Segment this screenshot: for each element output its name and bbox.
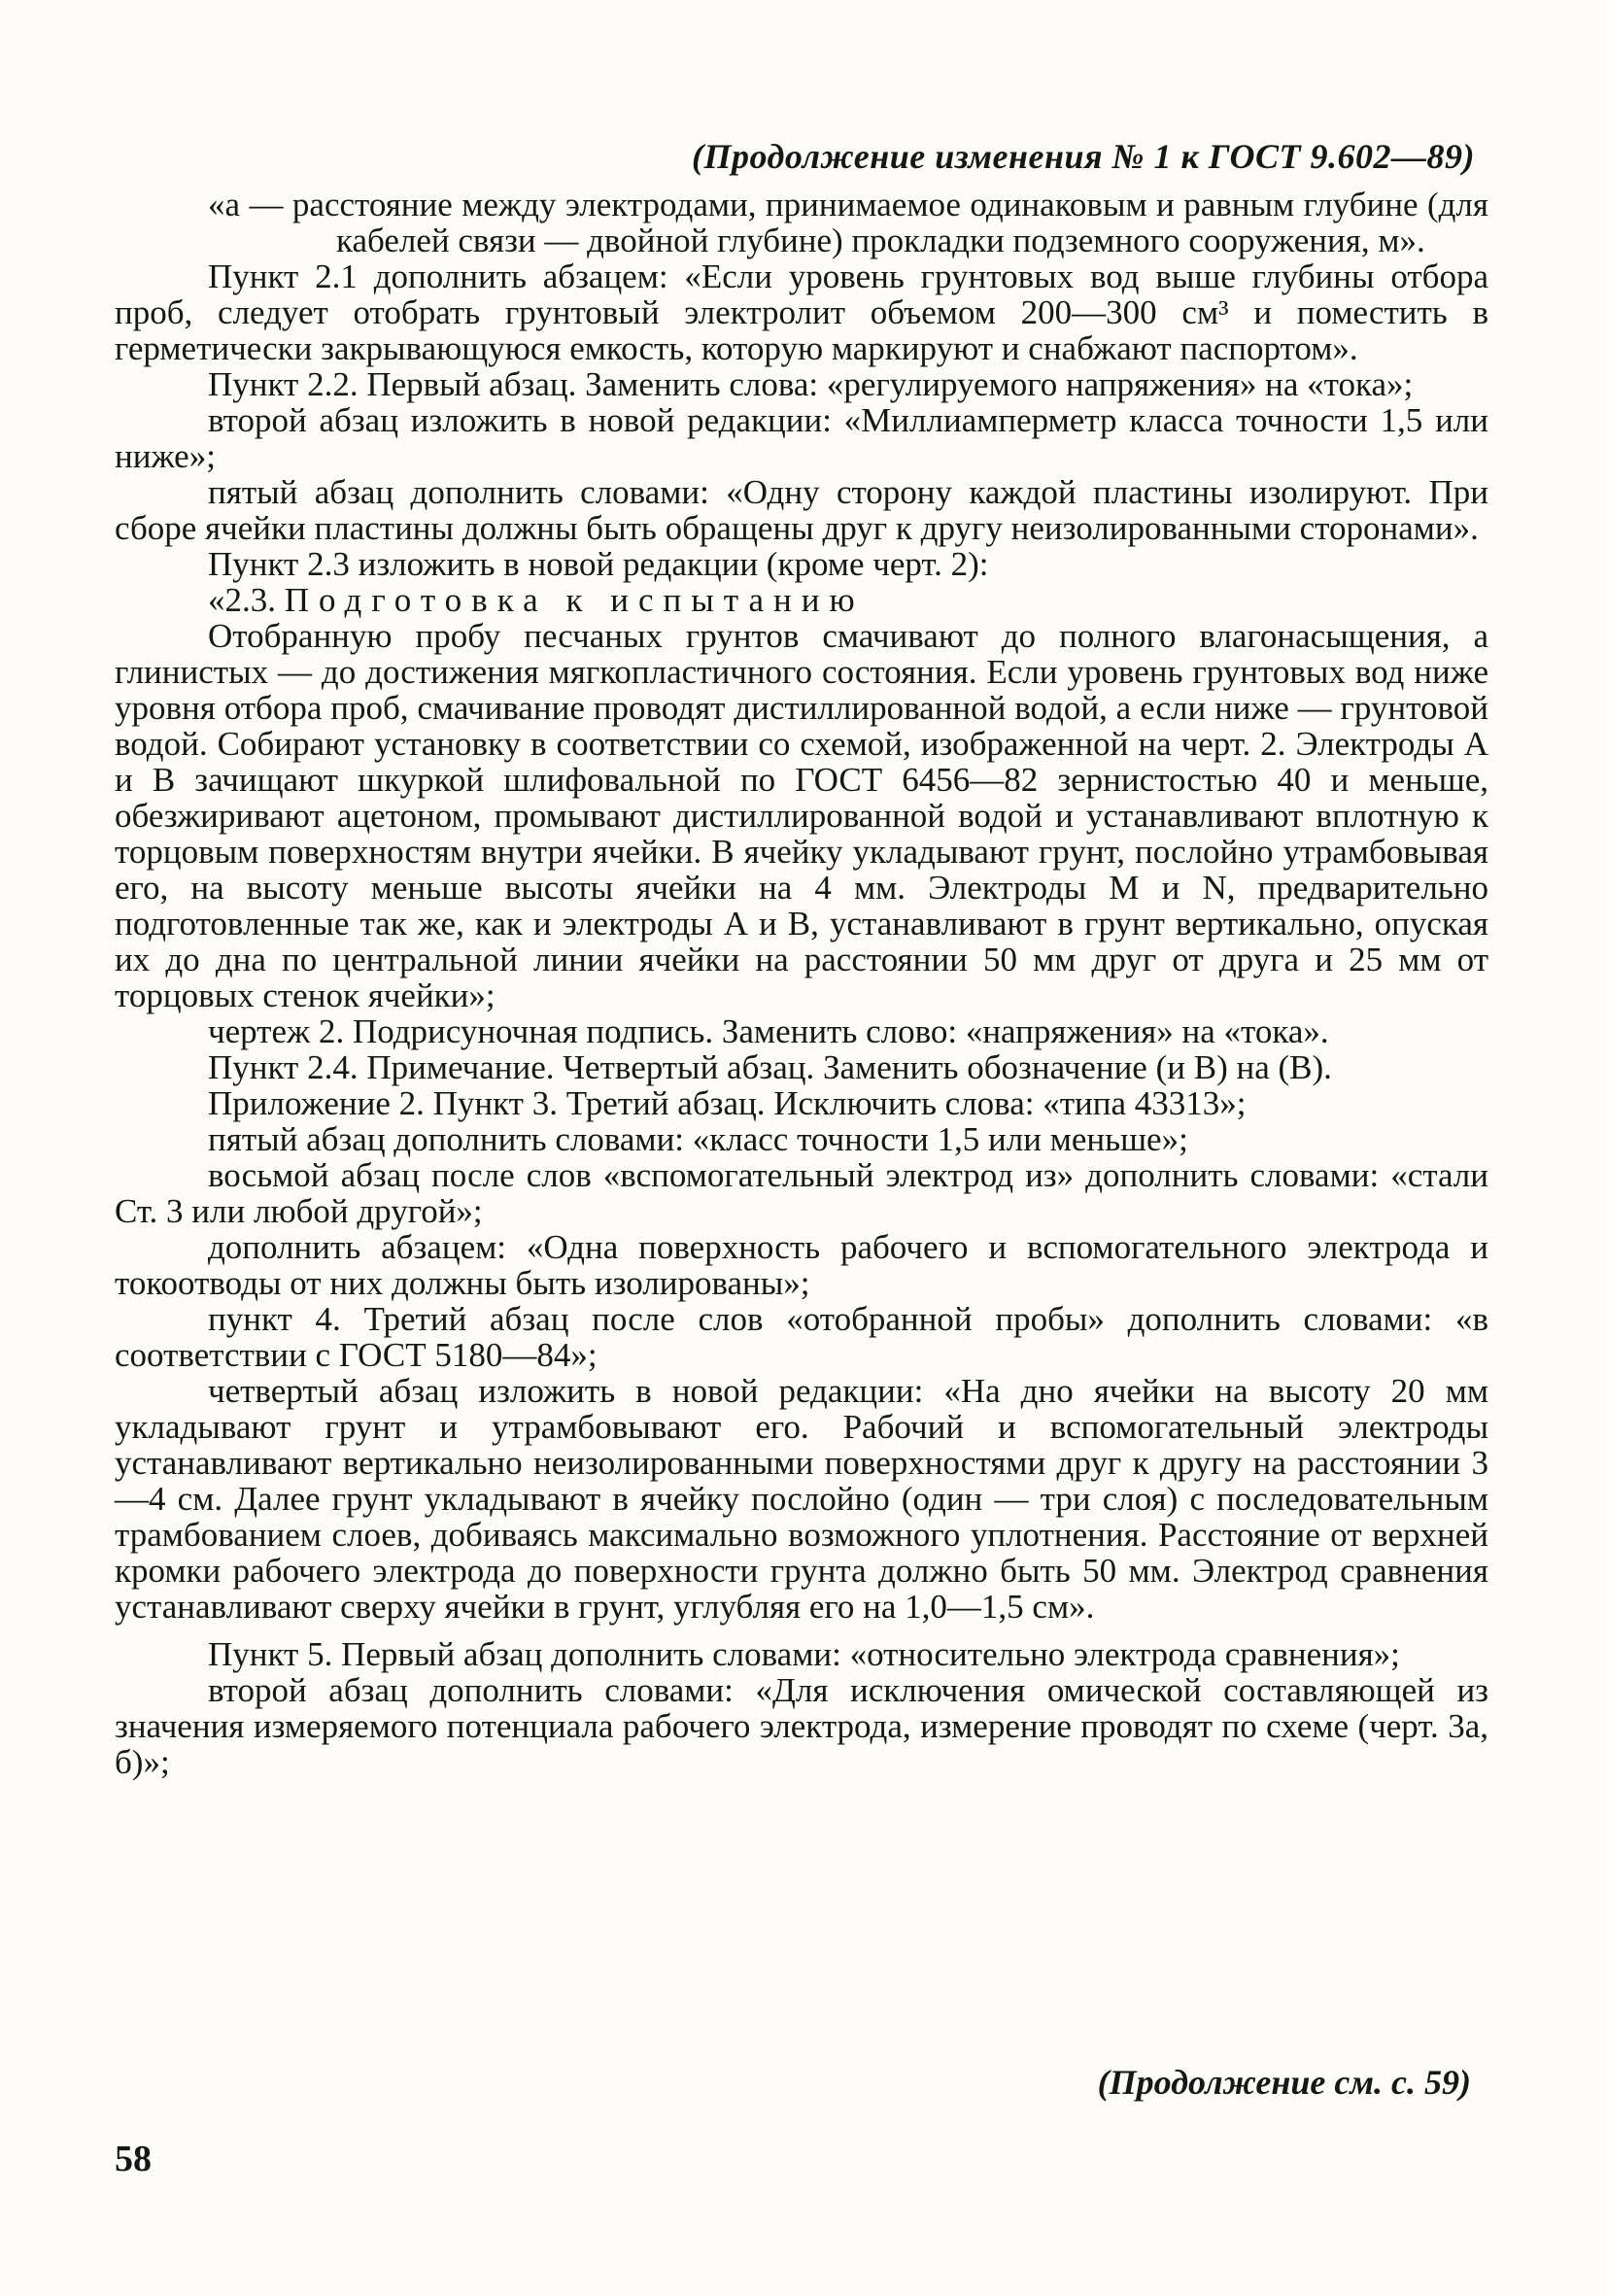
paragraph-clause-4: пункт 4. Третий абзац после слов «отобранной пробы» дополнить словами: «в соответствии с ГОСТ 5180—84»; (115, 1300, 1488, 1374)
paragraph-fifth-abzac-app: пятый абзац дополнить словами: «класс точности 1,5 или меньше»; (208, 1120, 1188, 1158)
paragraph-clause-5: Пункт 5. Первый абзац дополнить словами: «относительно электрода сравнения»; (208, 1635, 1400, 1673)
document-body (115, 187, 1488, 1780)
paragraph-add-abzac: дополнить абзацем: «Одна поверхность рабочего и вспомогательного электрода и токоотводы от них должны быть изолированы»; (115, 1228, 1488, 1302)
section-number: «2.3. (208, 581, 276, 619)
paragraph-clause-2-2: Пункт 2.2. Первый абзац. Заменить слова: «регулируемого напряжения» на «тока»; (208, 365, 1414, 403)
paragraph-fifth-abzac: пятый абзац дополнить словами: «Одну сторону каждой пластины изолируют. При сборе ячейки пластины должны быть обращены друг к другу неизолированными сторонами». (115, 473, 1488, 547)
continuation-header: (Продолжение изменения № 1 к ГОСТ 9.602—89) (692, 137, 1475, 176)
paragraph-clause-2-4: Пункт 2.4. Примечание. Четвертый абзац. Заменить обозначение (и В) на (В). (208, 1048, 1332, 1086)
continuation-footer: (Продолжение см. с. 59) (1097, 2063, 1471, 2102)
paragraph-clause-2-1: Пункт 2.1 дополнить абзацем: «Если уровень грунтовых вод выше глубины отбора проб, следует отобрать грунтовый электролит объемом 200—300 см³ и поместить в герметически закрывающуюся емкость, которую маркируют и снабжают паспортом». (115, 257, 1488, 367)
section-heading (115, 582, 1488, 618)
definition-paragraph: «а — расстояние между электродами, принимаемое одинаковым и равным глубине (для кабелей связи — двойной глубине) прокладки подземного сооружения, м». (208, 186, 1488, 259)
paragraph-second-abzac: второй абзац изложить в новой редакции: «Миллиамперметр класса точности 1,5 или ниже»; (115, 401, 1488, 475)
page-number: 58 (115, 2139, 152, 2179)
section-title: Подготовка к испытанию (284, 581, 865, 619)
paragraph-clause-2-3: Пункт 2.3 изложить в новой редакции (кроме черт. 2): (208, 545, 989, 583)
paragraph-drawing-2: чертеж 2. Подрисуночная подпись. Заменить слово: «напряжения» на «тока». (208, 1012, 1329, 1050)
paragraph-preparation: Отобранную пробу песчаных грунтов смачивают до полного влагонасыщения, а глинистых — до достижения мягкопластичного состояния. Если уровень грунтовых вод ниже уровня отбора проб, смачивание проводят дистиллированной водой, а если ниже — грунтовой водой. Собирают установку в соответствии со схемой, изображенной на черт. 2. Электроды А и В зачищают шкуркой шлифовальной по ГОСТ 6456—82 зернистостью 40 и меньше, обезжиривают ацетоном, промывают дистиллированной водой и устанавливают вплотную к торцовым поверхностям внутри ячейки. В ячейку укладывают грунт, послойно утрамбовывая его, на высоту меньше высоты ячейки на 4 мм. Электроды М и N, предварительно подготовленные так же, как и электроды А и В, устанавливают в грунт вертикально, опуская их до дна по центральной линии ячейки на расстоянии 50 мм друг от друга и 25 мм от торцовых стенок ячейки»; (115, 617, 1488, 1014)
paragraph-eighth-abzac: восьмой абзац после слов «вспомогательный электрод из» дополнить словами: «стали Ст. 3 или любой другой»; (115, 1156, 1488, 1230)
paragraph-second-abzac-5: второй абзац дополнить словами: «Для исключения омической составляющей из значения измеряемого потенциала рабочего электрода, измерение проводят по схеме (черт. 3а, б)»; (115, 1671, 1488, 1781)
paragraph-fourth-abzac: четвертый абзац изложить в новой редакции: «На дно ячейки на высоту 20 мм укладывают грунт и утрамбовывают его. Рабочий и вспомогательный электроды устанавливают вертикально неизолированными поверхностями друг к другу на расстоянии 3—4 см. Далее грунт укладывают в ячейку послойно (один — три слоя) с последовательным трамбованием слоев, добиваясь максимально возможного уплотнения. Расстояние от верхней кромки рабочего электрода до поверхности грунта должно быть 50 мм. Электрод сравнения устанавливают сверху ячейки в грунт, углубляя его на 1,0—1,5 см». (115, 1372, 1488, 1626)
paragraph-appendix-2: Приложение 2. Пункт 3. Третий абзац. Исключить слова: «типа 43313»; (208, 1084, 1247, 1122)
